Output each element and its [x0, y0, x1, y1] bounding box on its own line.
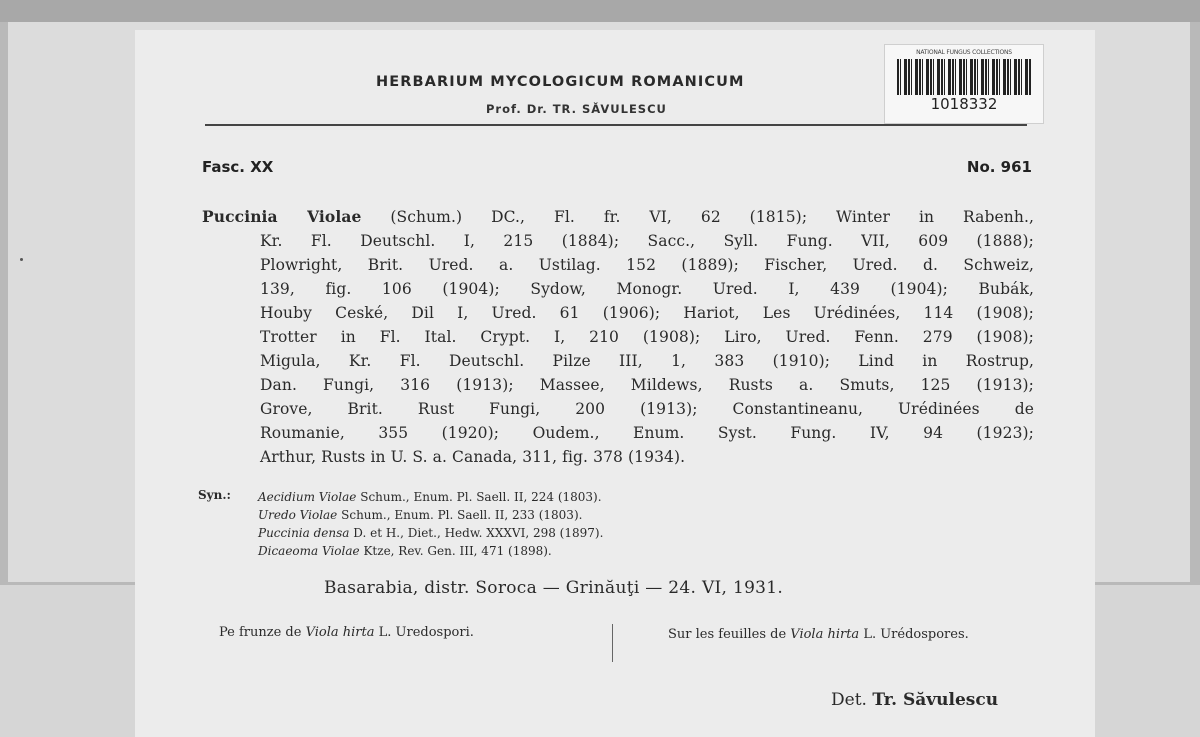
citation-line: Roumanie, 355 (1920); Oudem., Enum. Syst. Fung. IV, 94 (1923); [260, 424, 1034, 442]
citation-line: Arthur, Rusts in U. S. a. Canada, 311, fig. 378 (1934). [260, 448, 686, 466]
synonyms-label: Syn.: [198, 488, 231, 502]
fascicle-label: Fasc. XX [202, 158, 274, 176]
synonym-ref: Schum., Enum. Pl. Saell. II, 224 (1803). [360, 490, 602, 504]
synonym-ref: D. et H., Diet., Hedw. XXXVI, 298 (1897). [353, 526, 604, 540]
host-species: Viola hirta [790, 627, 860, 642]
synonym-name: Dicaeoma Violae [258, 544, 360, 558]
host-species: Viola hirta [305, 625, 375, 640]
synonym-entry [258, 524, 603, 542]
herbarium-title: HERBARIUM MYCOLOGICUM ROMANICUM [376, 74, 745, 90]
determiner-name: Tr. Săvulescu [872, 690, 999, 710]
synonym-ref: Schum., Enum. Pl. Saell. II, 233 (1803). [341, 508, 583, 522]
host-divider [612, 624, 613, 662]
synonym-name: Aecidium Violae [258, 490, 357, 504]
synonym-name: Uredo Violae [258, 508, 338, 522]
herbarium-subtitle: Prof. Dr. TR. SĂVULESCU [486, 102, 667, 116]
citation-line: Dan. Fungi, 316 (1913); Massee, Mildews, Rusts a. Smuts, 125 (1913); [260, 376, 1034, 394]
sheet-mark [20, 258, 23, 261]
barcode-institution: NATIONAL FUNGUS COLLECTIONS [916, 49, 1012, 56]
specimen-number: No. 961 [966, 158, 1032, 176]
synonym-name: Puccinia densa [258, 526, 350, 540]
header-rule [205, 124, 1027, 126]
synonym-entry [258, 488, 603, 506]
synonym-entry [258, 506, 603, 524]
synonyms-list [258, 488, 603, 560]
determiner: Det. Tr. Săvulescu [831, 690, 999, 710]
main-citation [202, 205, 1034, 469]
backdrop-top [0, 0, 1200, 22]
citation-line: 139, fig. 106 (1904); Sydow, Monogr. Ured. I, 439 (1904); Bubák, [260, 280, 1034, 298]
citation-line: Trotter in Fl. Ital. Crypt. I, 210 (1908); Liro, Ured. Fenn. 279 (1908); [260, 328, 1034, 346]
citation-line: Puccinia Violae (Schum.) DC., Fl. fr. VI, 62 (1815); Winter in Rabenh., [202, 207, 1035, 226]
citation-line: Plowright, Brit. Ured. a. Ustilag. 152 (1889); Fischer, Ured. d. Schweiz, [260, 256, 1034, 274]
barcode-label [884, 44, 1044, 124]
barcode-bars [897, 59, 1031, 95]
synonym-ref: Ktze, Rev. Gen. III, 471 (1898). [363, 544, 552, 558]
species-name: Puccinia Violae [202, 207, 362, 226]
citation-line: Kr. Fl. Deutschl. I, 215 (1884); Sacc., Syll. Fung. VII, 609 (1888); [260, 232, 1034, 250]
synonym-entry [258, 542, 603, 560]
citation-line: Grove, Brit. Rust Fungi, 200 (1913); Constantineanu, Urédinées de [260, 400, 1034, 418]
host-french: Sur les feuilles de Viola hirta L. Urédospores. [668, 627, 969, 642]
citation-line: Migula, Kr. Fl. Deutschl. Pilze III, 1, 383 (1910); Lind in Rostrup, [260, 352, 1034, 370]
barcode-number: 1018332 [930, 95, 998, 113]
host-romanian: Pe frunze de Viola hirta L. Uredospori. [219, 625, 474, 640]
collection-locality: Basarabia, distr. Soroca — Grinăuţi — 24. VI, 1931. [324, 578, 784, 598]
citation-line: Houby Ceské, Dil I, Ured. 61 (1906); Hariot, Les Urédinées, 114 (1908); [260, 304, 1034, 322]
